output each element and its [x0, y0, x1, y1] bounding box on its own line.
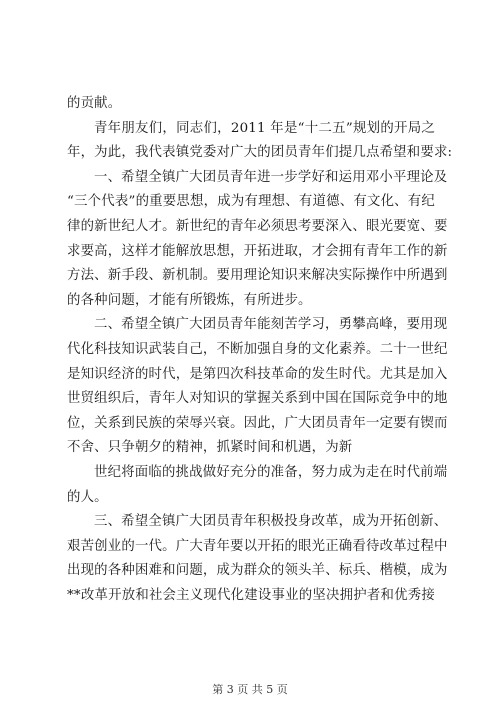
text-line: 艰苦创业的一代。广大青年要以开拓的眼光正确看待改革过程中 — [67, 538, 448, 554]
text-line: 二、希望全镇广大团员青年能刻苦学习，勇攀高峰，要用现 — [94, 317, 448, 333]
text-line: 出现的各种困难和问题，成为群众的领头羊、标兵、楷模，成为 — [67, 563, 448, 579]
text-line: 求要高，这样才能解放思想，开拓进取，才会拥有青年工作的新 — [67, 243, 448, 259]
document-body — [67, 92, 453, 608]
text-line: **改革开放和社会主义现代化建设事业的坚决拥护者和优秀接 — [67, 587, 435, 603]
text-line: 世纪将面临的挑战做好充分的准备，努力成为走在时代前端 — [94, 464, 448, 480]
text-line: 方法、新手段、新机制。要用理论知识来解决实际操作中所遇到 — [67, 268, 448, 284]
text-line: 世贸组织后，青年人对知识的掌握关系到中国在国际竞争中的地 — [67, 391, 448, 407]
page-footer — [0, 681, 500, 697]
text-line: 一、希望全镇广大团员青年进一步学好和运用邓小平理论及 — [94, 169, 448, 185]
text-line: 的贡献。 — [67, 96, 122, 111]
text-line: 三、希望全镇广大团员青年积极投身改革，成为开拓创新、 — [94, 514, 448, 530]
page-number-label: 第 3 页 共 5 页 — [212, 683, 288, 696]
text-line: 是知识经济的时代，是第四次科技革命的发生时代。尤其是加入 — [67, 366, 448, 382]
text-line: “三个代表”的重要思想，成为有理想、有道德、有文化、有纪 — [67, 194, 435, 210]
text-line: 代化科技知识武装自己，不断加强自身的文化素养。二十一世纪 — [67, 341, 448, 357]
text-line: 律的新世纪人才。新世纪的青年必须思考要深入、眼光要宽、要 — [67, 218, 448, 234]
text-line: 位，关系到民族的荣辱兴衰。因此，广大团员青年一定要有锲而 — [67, 415, 448, 431]
text-line: 的人。 — [67, 489, 108, 505]
text-line: 青年朋友们，同志们，2011 年是“十二五”规划的开局之 — [94, 120, 435, 136]
text-line: 年，为此，我代表镇党委对广大的团员青年们提几点希望和要求: — [67, 145, 453, 161]
text-line: 不舍、只争朝夕的精神，抓紧时间和机遇，为新 — [67, 440, 353, 456]
text-line: 的各种问题，才能有所锻炼，有所进步。 — [67, 292, 312, 308]
